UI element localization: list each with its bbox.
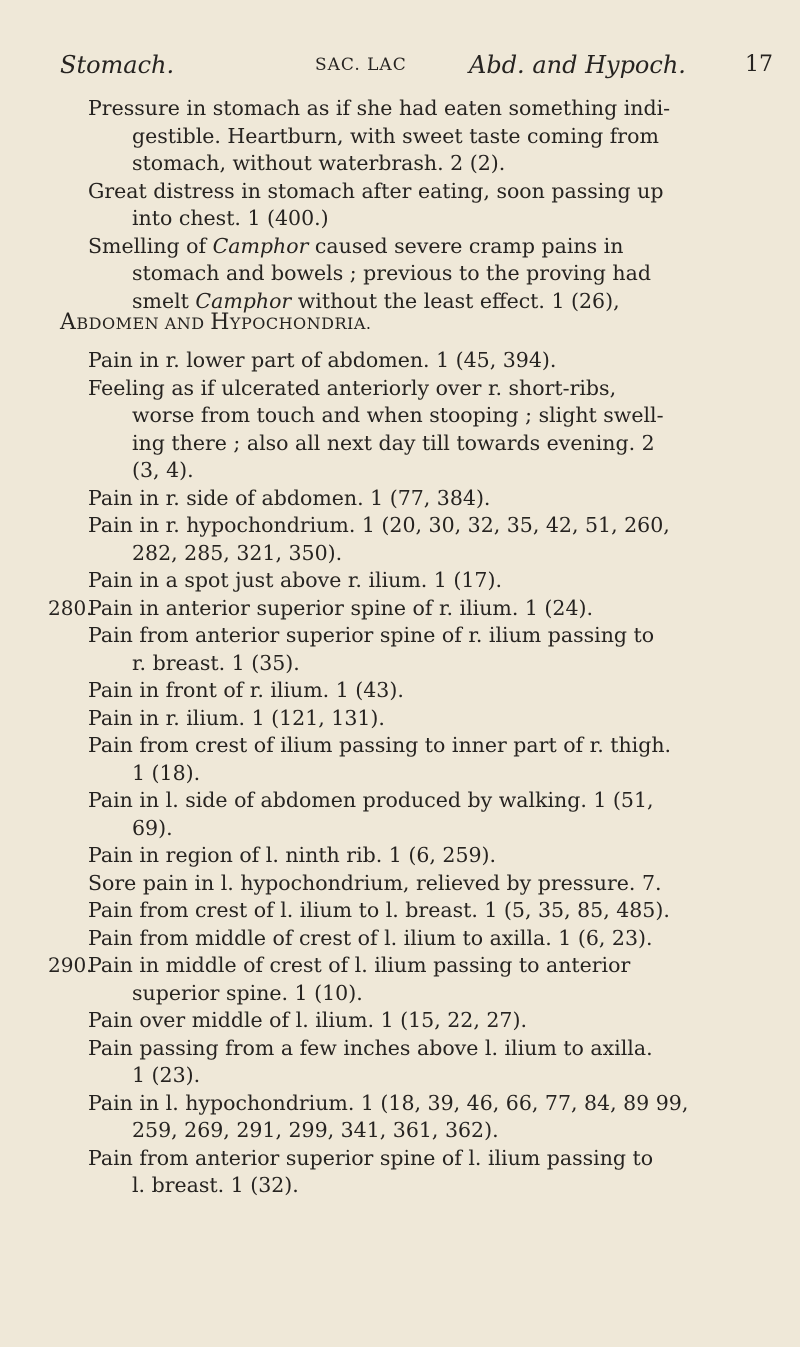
running-header: [0, 48, 800, 82]
entry-line: Pain from crest of l. ilium to l. breast. 1 (5, 35, 85, 485).: [88, 898, 670, 922]
symptom-entry: [88, 178, 760, 233]
entry-line: r. breast. 1 (35).: [132, 650, 300, 675]
entry-line: 282, 285, 321, 350).: [132, 540, 343, 565]
entry-line: Pain in r. hypochondrium. 1 (20, 30, 32, 35, 42, 51, 260,: [88, 513, 670, 537]
symptom-entry: [88, 233, 760, 316]
symptom-entry: [88, 95, 760, 178]
entry-line: Pain in a spot just above r. ilium. 1 (17).: [88, 568, 502, 592]
entry-line: ing there ; also all next day till towards evening. 2: [132, 430, 655, 455]
symptom-entry: [88, 897, 760, 925]
symptom-entry: [88, 375, 760, 485]
entry-line: superior spine. 1 (10).: [132, 980, 363, 1005]
entry-line: Pain in middle of crest of l. ilium passing to anterior: [88, 953, 631, 977]
entry-line: Feeling as if ulcerated anteriorly over r. short-ribs,: [88, 375, 617, 400]
header-section: Abd. and Hypoch.: [469, 51, 686, 79]
symptom-entry: [88, 567, 760, 595]
symptom-entry: [48, 952, 760, 1007]
entry-line: into chest. 1 (400.): [132, 206, 329, 230]
symptom-entry: [88, 842, 760, 870]
entry-line: Pain in l. hypochondrium. 1 (18, 39, 46, 66, 77, 84, 89 99,: [88, 1090, 689, 1115]
stomach-entries: [0, 95, 800, 315]
entry-line: Pain over middle of l. ilium. 1 (15, 22, 27).: [88, 1008, 527, 1032]
header-chapter: Stomach.: [60, 51, 175, 79]
entry-line: 1 (18).: [132, 760, 201, 785]
entry-line: Pain in anterior superior spine of r. ilium. 1 (24).: [88, 595, 594, 620]
symptom-entry: [88, 677, 760, 705]
entry-line: l. breast. 1 (32).: [132, 1173, 299, 1197]
symptom-entry: [88, 705, 760, 733]
entry-line: Pain from crest of ilium passing to inner part of r. thigh.: [88, 733, 672, 757]
entry-line: Smelling of Camphor caused severe cramp pains in: [88, 233, 624, 258]
entry-line: Pain in r. ilium. 1 (121, 131).: [88, 705, 385, 730]
symptom-entry: [88, 1145, 760, 1200]
page-number: 17: [745, 52, 773, 77]
entry-line: Pain from anterior superior spine of l. ilium passing to: [88, 1145, 654, 1170]
section-heading: ABDOMEN AND HYPOCHONDRIA.: [60, 310, 372, 335]
entry-line: Pain passing from a few inches above l. ilium to axilla.: [88, 1035, 653, 1060]
header-remedy: SAC. LAC: [315, 55, 407, 75]
entry-line: Pain in front of r. ilium. 1 (43).: [88, 678, 404, 702]
entry-line: stomach and bowels ; previous to the proving had: [132, 261, 651, 285]
entry-line: Pain in l. side of abdomen produced by walking. 1 (51,: [88, 788, 654, 812]
entry-line: Pain in r. side of abdomen. 1 (77, 384).: [88, 485, 491, 510]
entry-line: Pain in r. lower part of abdomen. 1 (45, 394).: [88, 348, 557, 372]
entry-line: Pain from middle of crest of l. ilium to axilla. 1 (6, 23).: [88, 925, 653, 950]
symptom-entry: [88, 485, 760, 513]
entry-line: smelt Camphor without the least effect. 1 (26),: [132, 288, 620, 313]
entry-line: (3, 4).: [132, 458, 194, 482]
entry-number: 290.: [48, 953, 93, 977]
entry-line: 1 (23).: [132, 1063, 201, 1087]
symptom-entry: [88, 1007, 760, 1035]
symptom-entry: [88, 732, 760, 787]
symptom-entry: [48, 595, 760, 623]
entry-line: 259, 269, 291, 299, 341, 361, 362).: [132, 1118, 499, 1142]
symptom-entry: [88, 347, 760, 375]
symptom-entry: [88, 512, 760, 567]
symptom-entry: [88, 1090, 760, 1145]
entry-line: Pressure in stomach as if she had eaten something indi-: [88, 96, 671, 120]
entry-line: Great distress in stomach after eating, soon passing up: [88, 178, 664, 203]
entry-line: gestible. Heartburn, with sweet taste coming from: [132, 123, 659, 148]
symptom-entry: [88, 787, 760, 842]
entry-line: Pain in region of l. ninth rib. 1 (6, 259).: [88, 843, 497, 867]
entry-line: worse from touch and when stooping ; slight swell-: [132, 403, 664, 427]
entry-line: Pain from anterior superior spine of r. ilium passing to: [88, 623, 655, 647]
symptom-entry: [88, 1035, 760, 1090]
symptom-entry: [88, 925, 760, 953]
entry-line: stomach, without waterbrash. 2 (2).: [132, 151, 506, 175]
entry-line: 69).: [132, 815, 173, 840]
symptom-entry: [88, 622, 760, 677]
entry-line: Sore pain in l. hypochondrium, relieved by pressure. 7.: [88, 870, 662, 895]
entry-number: 280.: [48, 595, 93, 620]
abdomen-entries: [0, 347, 800, 1200]
symptom-entry: [88, 870, 760, 898]
